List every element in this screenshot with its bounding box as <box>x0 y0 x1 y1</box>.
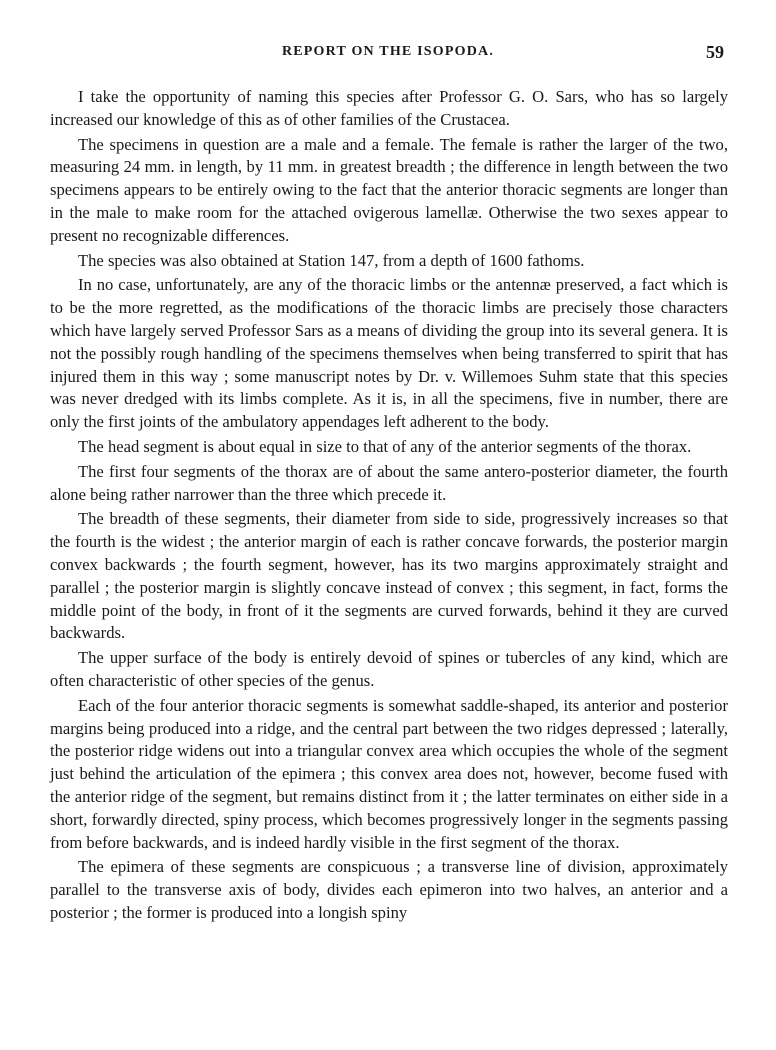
running-header <box>50 44 726 68</box>
running-title: REPORT ON THE ISOPODA. <box>281 44 495 59</box>
paragraph: Each of the four anterior thoracic segments is somewhat saddle-shaped, its anterior and posterior margins being produced into a ridge, and the central part between the two ridges depressed ; laterally, the posterior ridge widens out into a triangular convex area which occupies the whole of the segment just behind the articulation of the epimera ; this convex area does not, however, become fused with the anterior ridge of the segment, but remains distinct from it ; the latter terminates on either side in a short, forwardly directed, spiny process, which becomes progressively longer in the segments passing from before backwards, and is indeed hardly visible in the first segment of the thorax. <box>50 695 728 852</box>
paragraph: The species was also obtained at Station 147, from a depth of 1600 fathoms. <box>78 250 585 270</box>
paragraph: The epimera of these segments are conspicuous ; a transverse line of division, approximately parallel to the transverse axis of body, divides each epimeron into two halves, an anterior and a posterior ; the former is produced into a longish spiny <box>50 857 728 922</box>
body-text <box>50 86 728 927</box>
paragraph: The upper surface of the body is entirely devoid of spines or tubercles of any kind, which are often characteristic of other species of the genus. <box>50 648 728 690</box>
paragraph: The breadth of these segments, their diameter from side to side, progressively increases so that the fourth is the widest ; the anterior margin of each is rather concave forwards, the posterior margin convex backwards ; the fourth segment, however, has its two margins approximately straight and parallel ; the posterior margin is slightly concave instead of convex ; this segment, in fact, forms the middle point of the body, in front of it the segments are curved forwards, behind it they are curved backwards. <box>50 509 728 643</box>
paragraph: I take the opportunity of naming this species after Professor G. O. Sars, who has so largely increased our knowledge of this as of other families of the Crustacea. <box>50 87 728 129</box>
paragraph: The specimens in question are a male and a female. The female is rather the larger of the two, measuring 24 mm. in length, by 11 mm. in greatest breadth ; the difference in length between the two specimens appears to be entirely owing to the fact that the anterior thoracic segments are longer than in the male to make room for the attached ovigerous lamellæ. Otherwise the two sexes appear to present no recognizable differences. <box>50 134 728 245</box>
paragraph: In no case, unfortunately, are any of the thoracic limbs or the antennæ preserved, a fact which is to be the more regretted, as the modifications of the thoracic limbs are precisely those characters which have largely served Professor Sars as a means of dividing the group into its several genera. It is not the possibly rough handling of the specimens themselves when being transferred to spirit that has injured them in this way ; some manuscript notes by Dr. v. Willemoes Suhm state that this species was never dredged with its limbs complete. As it is, in all the specimens, five in number, there are only the first joints of the ambulatory appendages left adherent to the body. <box>50 275 728 432</box>
page-number: 59 <box>706 42 724 62</box>
paragraph: The head segment is about equal in size to that of any of the anterior segments of the thorax. <box>78 436 692 456</box>
paragraph: The first four segments of the thorax are of about the same antero-posterior diameter, the fourth alone being rather narrower than the three which precede it. <box>50 461 728 504</box>
